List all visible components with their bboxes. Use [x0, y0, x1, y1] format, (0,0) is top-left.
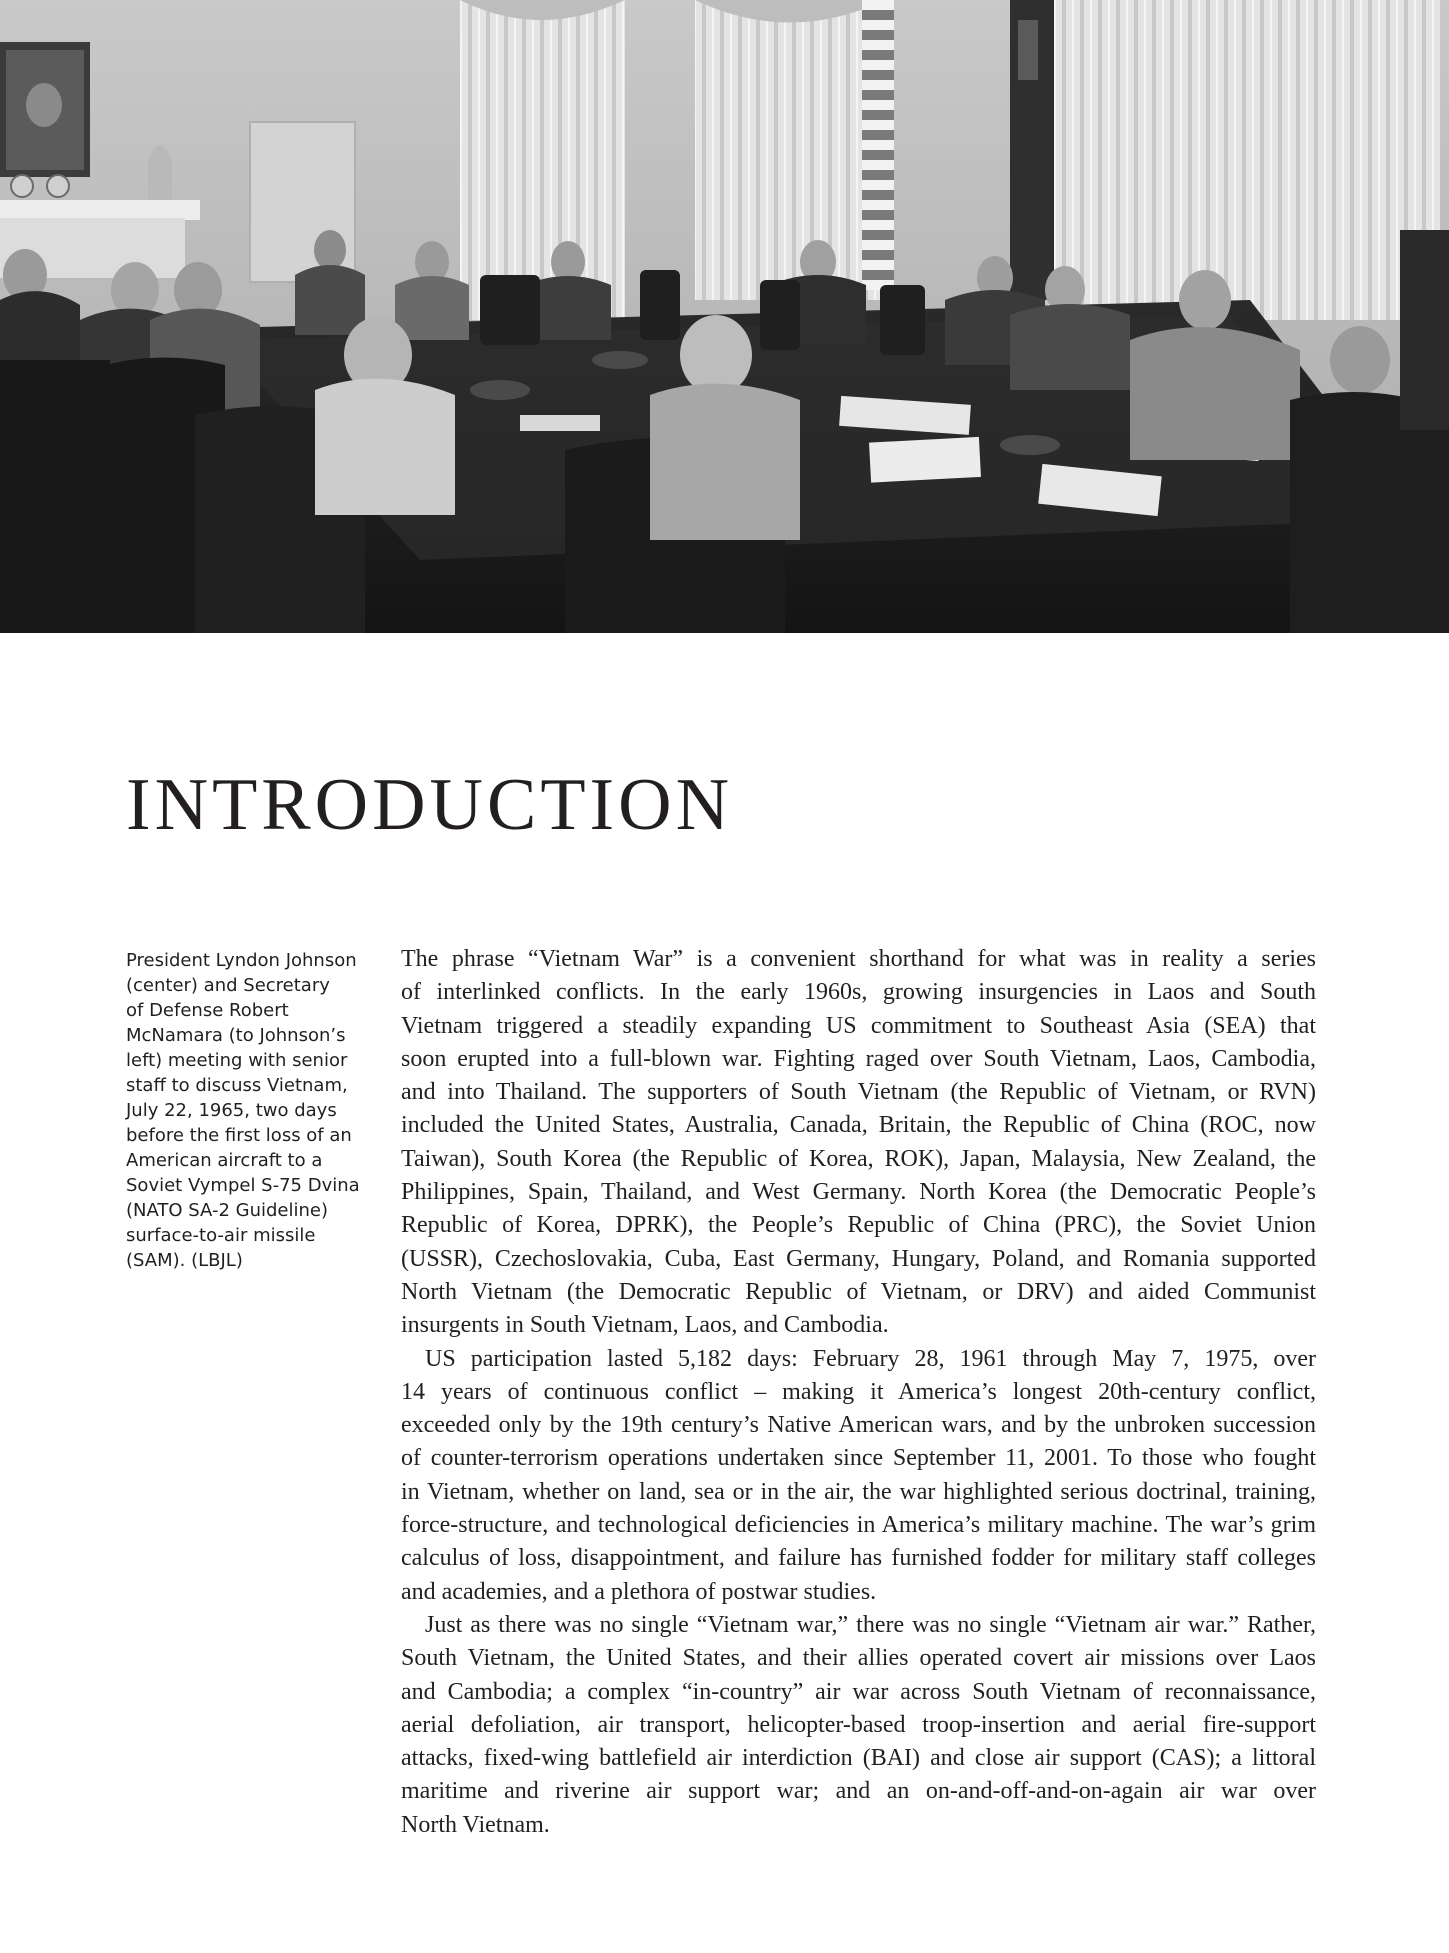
body-line: North Vietnam. [401, 1811, 550, 1838]
paragraph-1 [401, 943, 1316, 1343]
paragraph-2 [401, 1343, 1316, 1609]
paragraph-3 [401, 1609, 1316, 1842]
photo-caption [126, 948, 370, 1273]
body-line: and academies, and a plethora of postwar studies. [401, 1578, 877, 1605]
caption-line: of Defense Robert [126, 1000, 289, 1021]
body-line: aerial defoliation, air transport, helicopter-based troop-insertion and aerial fire-support [401, 1711, 1316, 1738]
meeting-photo [0, 0, 1449, 633]
body-line: insurgents in South Vietnam, Laos, and Cambodia. [401, 1312, 889, 1339]
caption-line: July 22, 1965, two days [126, 1100, 337, 1121]
caption-line: left) meeting with senior [126, 1050, 348, 1071]
caption-line: President Lyndon Johnson [126, 950, 357, 971]
body-line: attacks, fixed-wing battlefield air interdiction (BAI) and close air support (CAS); a littoral [401, 1745, 1316, 1772]
body-line: and Cambodia; a complex “in-country” air war across South Vietnam of reconnaissance, [401, 1678, 1316, 1705]
body-line: Republic of Korea, DPRK), the People’s Republic of China (PRC), the Soviet Union [401, 1212, 1316, 1239]
body-line: (USSR), Czechoslovakia, Cuba, East Germany, Hungary, Poland, and Romania supported [401, 1245, 1316, 1272]
body-line: included the United States, Australia, Canada, Britain, the Republic of China (ROC, now [401, 1112, 1316, 1139]
body-text [401, 943, 1316, 1842]
body-line: soon erupted into a full-blown war. Fighting raged over South Vietnam, Laos, Cambodia, [401, 1045, 1316, 1072]
body-line: of interlinked conflicts. In the early 1960s, growing insurgencies in Laos and South [401, 979, 1316, 1006]
body-line: Vietnam triggered a steadily expanding US commitment to Southeast Asia (SEA) that [401, 1012, 1316, 1039]
body-line: 14 years of continuous conflict – making it America’s longest 20th-century conflict, [401, 1378, 1316, 1405]
body-line: maritime and riverine air support war; and an on-and-off-and-on-again air war over [401, 1778, 1316, 1805]
body-line: of counter-terrorism operations undertaken since September 11, 2001. To those who fought [401, 1445, 1316, 1472]
body-line: Taiwan), South Korea (the Republic of Korea, ROK), Japan, Malaysia, New Zealand, the [401, 1145, 1316, 1172]
caption-line: (NATO SA-2 Guideline) [126, 1200, 328, 1221]
body-line: South Vietnam, the United States, and their allies operated covert air missions over Laos [401, 1645, 1316, 1672]
caption-line: Soviet Vympel S-75 Dvina [126, 1175, 360, 1196]
page-title: INTRODUCTION [126, 764, 734, 846]
body-line: US participation lasted 5,182 days: February 28, 1961 through May 7, 1975, over [425, 1345, 1316, 1372]
body-line: calculus of loss, disappointment, and failure has furnished fodder for military staff colleges [401, 1545, 1316, 1572]
caption-line: American aircraft to a [126, 1150, 323, 1171]
caption-line: surface-to-air missile [126, 1225, 316, 1246]
caption-line: (center) and Secretary [126, 975, 330, 996]
body-line: in Vietnam, whether on land, sea or in the air, the war highlighted serious doctrinal, training, [401, 1478, 1316, 1505]
body-line: and into Thailand. The supporters of South Vietnam (the Republic of Vietnam, or RVN) [401, 1079, 1316, 1106]
body-line: Philippines, Spain, Thailand, and West Germany. North Korea (the Democratic People’s [401, 1179, 1316, 1206]
body-line: North Vietnam (the Democratic Republic of Vietnam, or DRV) and aided Communist [401, 1278, 1316, 1305]
caption-line: (SAM). (LBJL) [126, 1250, 243, 1271]
caption-line: McNamara (to Johnson’s [126, 1025, 346, 1046]
body-line: The phrase “Vietnam War” is a convenient shorthand for what was in reality a series [401, 946, 1316, 972]
body-line: Just as there was no single “Vietnam war,” there was no single “Vietnam air war.” Rather, [425, 1611, 1316, 1638]
caption-line: staff to discuss Vietnam, [126, 1075, 348, 1096]
meeting-photo-image [0, 0, 1449, 633]
caption-line: before the first loss of an [126, 1125, 352, 1146]
body-line: force-structure, and technological deficiencies in America’s military machine. The war’s grim [401, 1512, 1316, 1539]
body-line: exceeded only by the 19th century’s Native American wars, and by the unbroken succession [401, 1412, 1316, 1439]
